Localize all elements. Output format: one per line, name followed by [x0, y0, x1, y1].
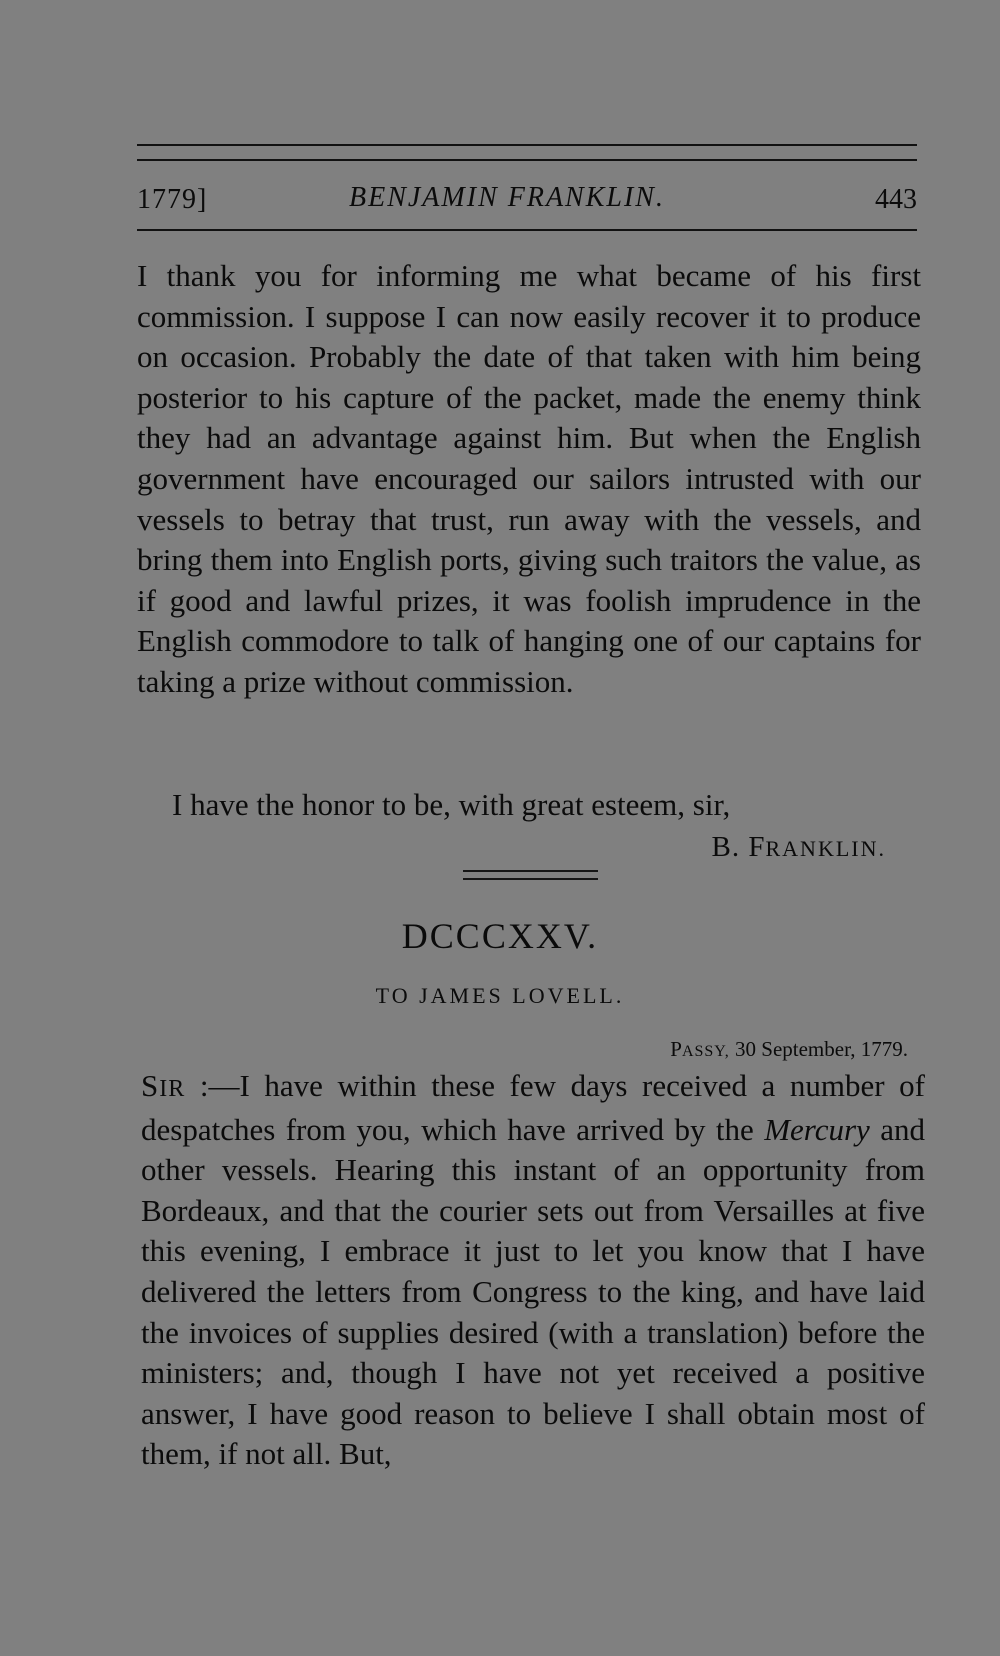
running-head	[137, 180, 917, 220]
salutation-initial: S	[141, 1068, 160, 1103]
letter-one-paragraph: I thank you for informing me what became of his first commission. I suppose I can now easily recover it to produce on occasion. Probably the date of that taken with him being posterior to his capture of the packet, made the enemy think they had an advantage against him. But when the English government have encouraged our sailors intrusted with our vessels to betray that trust, run away with the vessels, and bring them into English ports, giving such traitors the value, as if good and lawful prizes, it was foolish imprudence in the English commodore to talk of hanging one of our captains for taking a prize without commission.	[137, 258, 921, 699]
dateline-date: 30 September, 1779.	[729, 1037, 908, 1061]
letter-number: DCCCXXV.	[401, 916, 599, 956]
header-second-rule	[137, 159, 917, 161]
letter-one-body	[137, 256, 921, 703]
letter-dateline	[670, 1037, 908, 1062]
running-head-title: BENJAMIN FRANKLIN.	[349, 182, 665, 213]
signature-rest: RANKLIN.	[765, 836, 886, 861]
page-number: 443	[875, 184, 917, 215]
header-top-rule	[137, 144, 917, 146]
letter-addressee: TO JAMES LOVELL.	[375, 983, 625, 1008]
letter-two-text-start: I have within these few days received a number of despatches from you, which have arrived by the	[141, 1068, 925, 1147]
signature-initial: B. F	[711, 831, 766, 863]
section-separator-bottom	[463, 878, 598, 880]
header-bottom-rule	[137, 229, 917, 231]
dateline-place-rest: ASSY,	[681, 1043, 730, 1060]
running-head-year: 1779]	[137, 184, 208, 215]
letter-one-signature	[712, 827, 886, 869]
letter-two-paragraph	[141, 1066, 925, 1475]
letter-two-text-rest: and other vessels. Hearing this instant of an opportunity from Bordeaux, and that the courier sets out from Versailles at five this evening, I embrace it just to let you know that I have delivered the letters from Congress to the king, and have laid the invoices of supplies desired (with a translation) before the ministers; and, though I have not yet received a positive answer, I have good reason to believe I shall obtain most of them, if not all. But,	[141, 1111, 925, 1472]
letter-two-body	[141, 1066, 925, 1475]
section-separator-top	[463, 870, 598, 872]
salutation-rest: IR	[159, 1076, 186, 1102]
ship-name: Mercury	[764, 1111, 870, 1147]
salutation-punctuation: :—	[185, 1068, 240, 1103]
dateline-place-initial: P	[670, 1037, 682, 1061]
letter-one-closing: I have the honor to be, with great esteem, sir,	[172, 787, 731, 822]
